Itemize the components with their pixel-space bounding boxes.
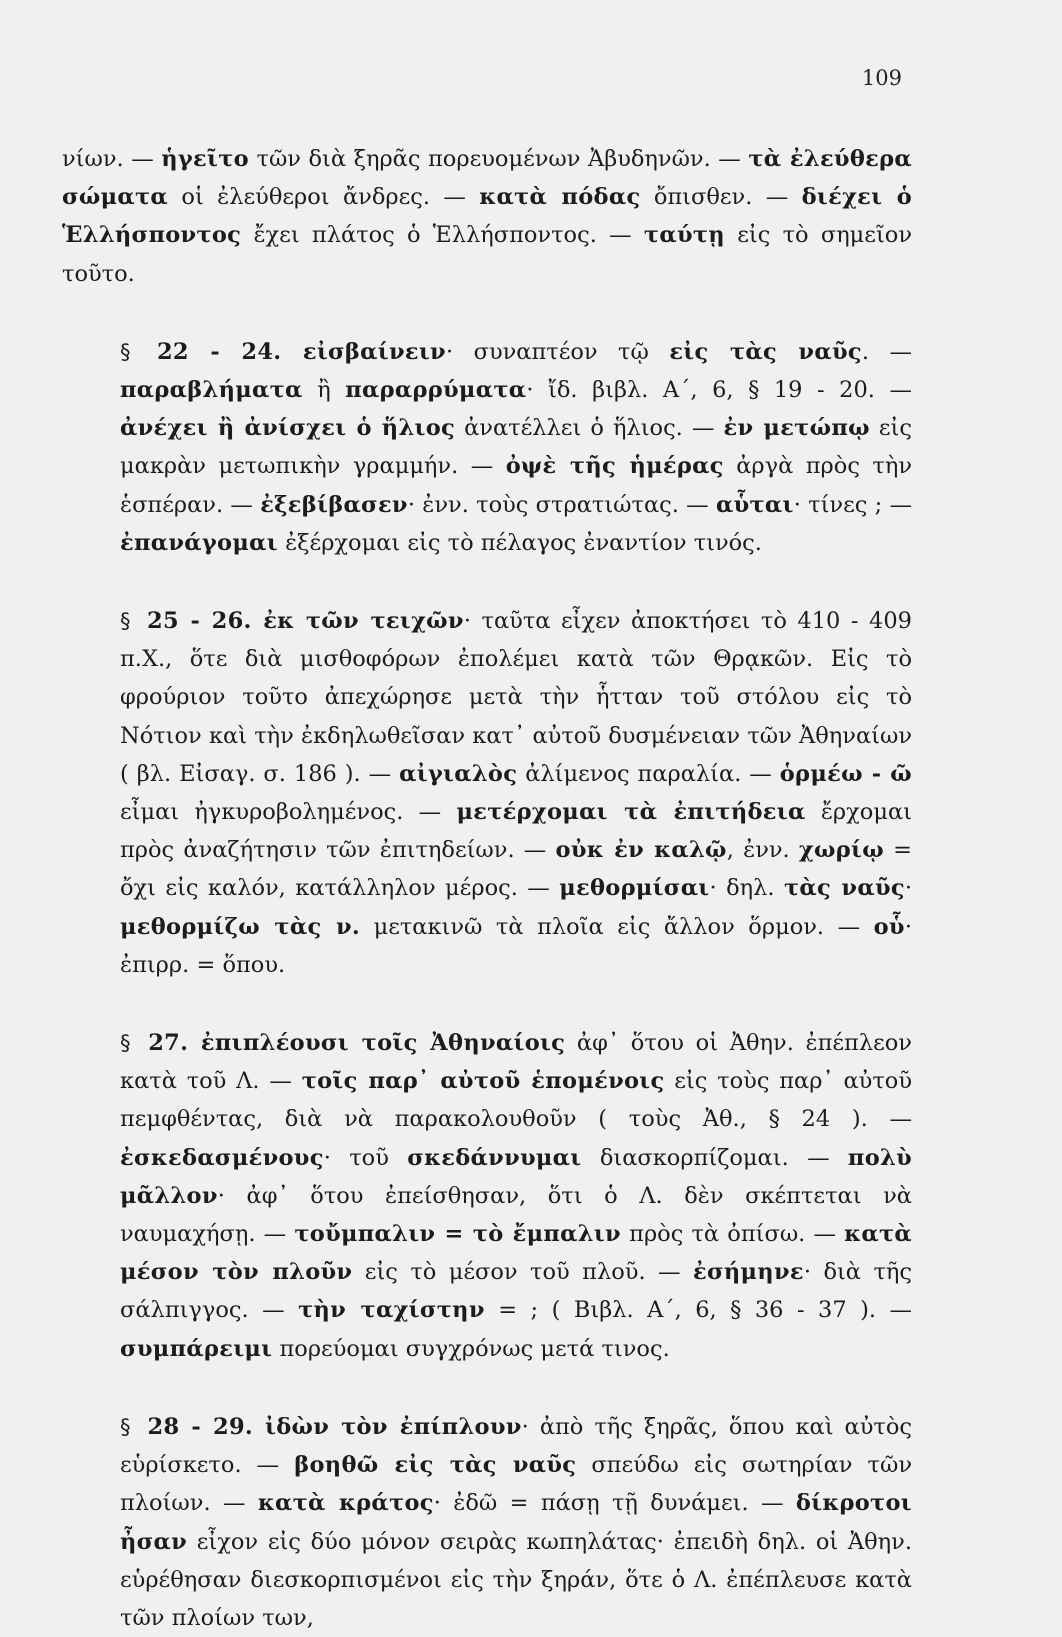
headword: ἡγεῖτο (161, 146, 249, 172)
page-number: 109 (861, 66, 902, 90)
section-sign: § (120, 1031, 131, 1056)
gloss-text: · διὰ τῆς σάλπιγγος. — (120, 1259, 912, 1324)
headword: τὰ ἐλεύθερα σώματα (62, 146, 912, 211)
headword: ἐπανάγομαι (120, 529, 278, 556)
gloss-text: εἶχον εἰς δύο μόνον σειρὰς κωπηλάτας· ἐπειδὴ δηλ. οἱ Ἀθην. εὑρέθησαν διεσκορπισμένοι εἰς τὴν ξηράν, ὅτε ὁ Λ. ἐπέπλευσε κατὰ τῶν πλοίων των, (120, 1528, 912, 1631)
gloss-text: νίων. — (62, 146, 162, 172)
gloss-text: · τοῦ (323, 1144, 408, 1171)
headword: βοηθῶ εἰς τὰς ναῦς (294, 1452, 577, 1479)
gloss-text: · ἴδ. βιβλ. Α΄, 6, § 19 - 20. — (526, 377, 912, 404)
headword: τοὔμπαλιν = τὸ ἔμπαλιν (294, 1221, 621, 1248)
page-body (62, 140, 912, 1637)
headword: 22 - 24. εἰσβαίνειν (156, 338, 446, 365)
headword: χωρίῳ (798, 837, 884, 864)
headword: μεθορμίζω τὰς ν. (120, 913, 361, 940)
headword: ὀψὲ τῆς ἡμέρας (505, 453, 724, 480)
gloss-text: · ἐνν. τοὺς στρατιώτας. — (407, 491, 716, 518)
headword: ἐσκεδασμένους (120, 1144, 324, 1171)
gloss-text: · ἀπὸ τῆς ξηρᾶς, ὅπου καὶ αὐτὸς εὑρίσκετο. — (120, 1413, 912, 1479)
headword: ταύτῃ (643, 222, 725, 249)
gloss-text: ἔρχομαι πρὸς ἀναζήτησιν τῶν ἐπιτηδείων. — (120, 799, 912, 864)
headword: κατὰ μέσον τὸν πλοῦν (120, 1221, 913, 1286)
headword: συμπάρειμι (120, 1335, 273, 1362)
headword: 28 - 29. ἰδὼν τὸν ἐπίπλουν (147, 1413, 522, 1440)
gloss-text: εἶμαι ἠγκυροβολημένος. — (120, 799, 457, 826)
gloss-text: · ἐδῶ = πάσῃ τῇ δυνάμει. — (433, 1490, 796, 1517)
gloss-text: εἰς τοὺς παρ᾽ αὐτοῦ πεμφθέντας, διὰ νὰ παρακολουθοῦν ( τοὺς Ἀθ., § 24 ). — (120, 1068, 912, 1133)
paragraph (62, 140, 912, 293)
headword: ἀνέχει ἢ ἀνίσχει ὁ ἥλιος (120, 415, 456, 442)
gloss-text: = ὄχι εἰς καλόν, κατάλληλον μέρος. — (120, 837, 912, 902)
headword: αὗται (715, 491, 794, 518)
headword: οὗ (873, 913, 905, 940)
headword: τοῖς παρ᾽ αὐτοῦ ἑπομένοις (301, 1068, 665, 1095)
gloss-text: ἀνατέλλει ὁ ἥλιος. — (455, 415, 724, 442)
headword: παραβλήματα (120, 377, 303, 404)
gloss-text: ἀφ᾽ ὅτου οἱ Ἀθην. ἐπέπλεον κατὰ τοῦ Λ. — (120, 1030, 912, 1095)
paragraph (62, 333, 912, 562)
gloss-text: εἰς μακρὰν μετωπικὴν γραμμήν. — (120, 415, 912, 480)
headword: εἰς τὰς ναῦς (669, 338, 862, 365)
gloss-text: εἰς τὸ σημεῖον τοῦτο. (62, 222, 912, 287)
headword: μετέρχομαι τὰ ἐπιτήδεια (456, 799, 806, 826)
gloss-text: τῶν διὰ ξηρᾶς πορευομένων Ἀβυδηνῶν. — (248, 146, 749, 172)
gloss-text: ἢ (302, 377, 346, 404)
gloss-text: ἀλίμενος παραλία. — (517, 760, 780, 787)
section-sign: § (120, 339, 131, 364)
gloss-text: · ἐπιρρ. = ὅπου. (120, 913, 913, 978)
headword: κατὰ κράτος (257, 1490, 434, 1517)
section-sign: § (120, 1414, 131, 1439)
headword: διέχει ὁ Ἑλλήσποντος (62, 184, 912, 249)
headword: παραρρύματα (345, 377, 527, 404)
headword: μεθορμίσαι (559, 875, 710, 902)
headword: ὁρμέω - ῶ (779, 760, 913, 787)
gloss-text: ἀργὰ πρὸς τὴν ἑσπέραν. — (120, 453, 912, 518)
gloss-text: πρὸς τὰ ὀπίσω. — (620, 1221, 845, 1248)
headword: 25 - 26. ἐκ τῶν τειχῶν (147, 608, 464, 635)
headword: τὰς ναῦς (783, 875, 905, 902)
paragraph (62, 602, 912, 984)
paragraph (62, 1024, 912, 1368)
headword: οὐκ ἐν καλῷ (555, 837, 727, 864)
gloss-text: · (904, 875, 913, 902)
section-sign: § (120, 609, 131, 634)
gloss-text: · δηλ. (709, 875, 784, 902)
headword: τὴν ταχίστην (298, 1297, 485, 1324)
headword: αἰγιαλὸς (399, 760, 518, 787)
headword: κατὰ πόδας (479, 184, 641, 211)
gloss-text: · συναπτέον τῷ (445, 338, 670, 365)
gloss-text: διασκορπίζομαι. — (581, 1144, 848, 1171)
gloss-text: , ἐνν. (726, 837, 799, 864)
headword: σκεδάννυμαι (407, 1144, 582, 1171)
headword: 27. ἐπιπλέουσι τοῖς Ἀθηναίοις (148, 1030, 566, 1057)
headword: πολὺ μᾶλλον (120, 1144, 912, 1209)
headword: ἐξεβίβασεν (260, 491, 408, 518)
headword: ἐν μετώπῳ (723, 415, 870, 442)
gloss-text: ὄπισθεν. — (640, 184, 802, 211)
gloss-text: μετακινῶ τὰ πλοῖα εἰς ἄλλον ὅρμον. — (360, 913, 874, 940)
gloss-text: · τίνες ; — (793, 491, 912, 518)
paragraph (62, 1408, 912, 1637)
gloss-text: εἰς τὸ μέσον τοῦ πλοῦ. — (352, 1259, 693, 1286)
headword: ἐσήμηνε (693, 1259, 804, 1286)
gloss-text: . — (861, 338, 912, 365)
gloss-text: ἔχει πλάτος ὁ Ἑλλήσποντος. — (241, 222, 644, 249)
gloss-text: · ἀφ᾽ ὅτου ἐπείσθησαν, ὅτι ὁ Λ. δὲν σκέπτεται νὰ ναυμαχήσῃ. — (120, 1182, 912, 1248)
gloss-text: πορεύομαι συγχρόνως μετά τινος. (272, 1335, 670, 1362)
gloss-text: = ; ( Βιβλ. Α΄, 6, § 36 - 37 ). — (484, 1297, 913, 1324)
gloss-text: σπεύδω εἰς σωτηρίαν τῶν πλοίων. — (120, 1452, 912, 1517)
gloss-text: · ταῦτα εἶχεν ἀποκτήσει τὸ 410 - 409 π.Χ., ὅτε διὰ μισθοφόρων ἐπολέμει κατὰ τῶν Θρᾳκῶν. Εἰς τὸ φρούριον τοῦτο ἀπεχώρησε μετὰ τὴν ἧτταν τοῦ στόλου εἰς τὸ Νότιον καὶ τὴν ἐκδηλωθεῖσαν κατ᾽ αὐτοῦ δυσμένειαν τῶν Ἀθηναίων ( βλ. Εἰσαγ. σ. 186 ). — (120, 608, 912, 787)
gloss-text: ἐξέρχομαι εἰς τὸ πέλαγος ἐναντίον τινός. (277, 529, 762, 556)
headword: δίκροτοι ἦσαν (120, 1490, 912, 1555)
gloss-text: οἱ ἐλεύθεροι ἄνδρες. — (168, 184, 480, 211)
